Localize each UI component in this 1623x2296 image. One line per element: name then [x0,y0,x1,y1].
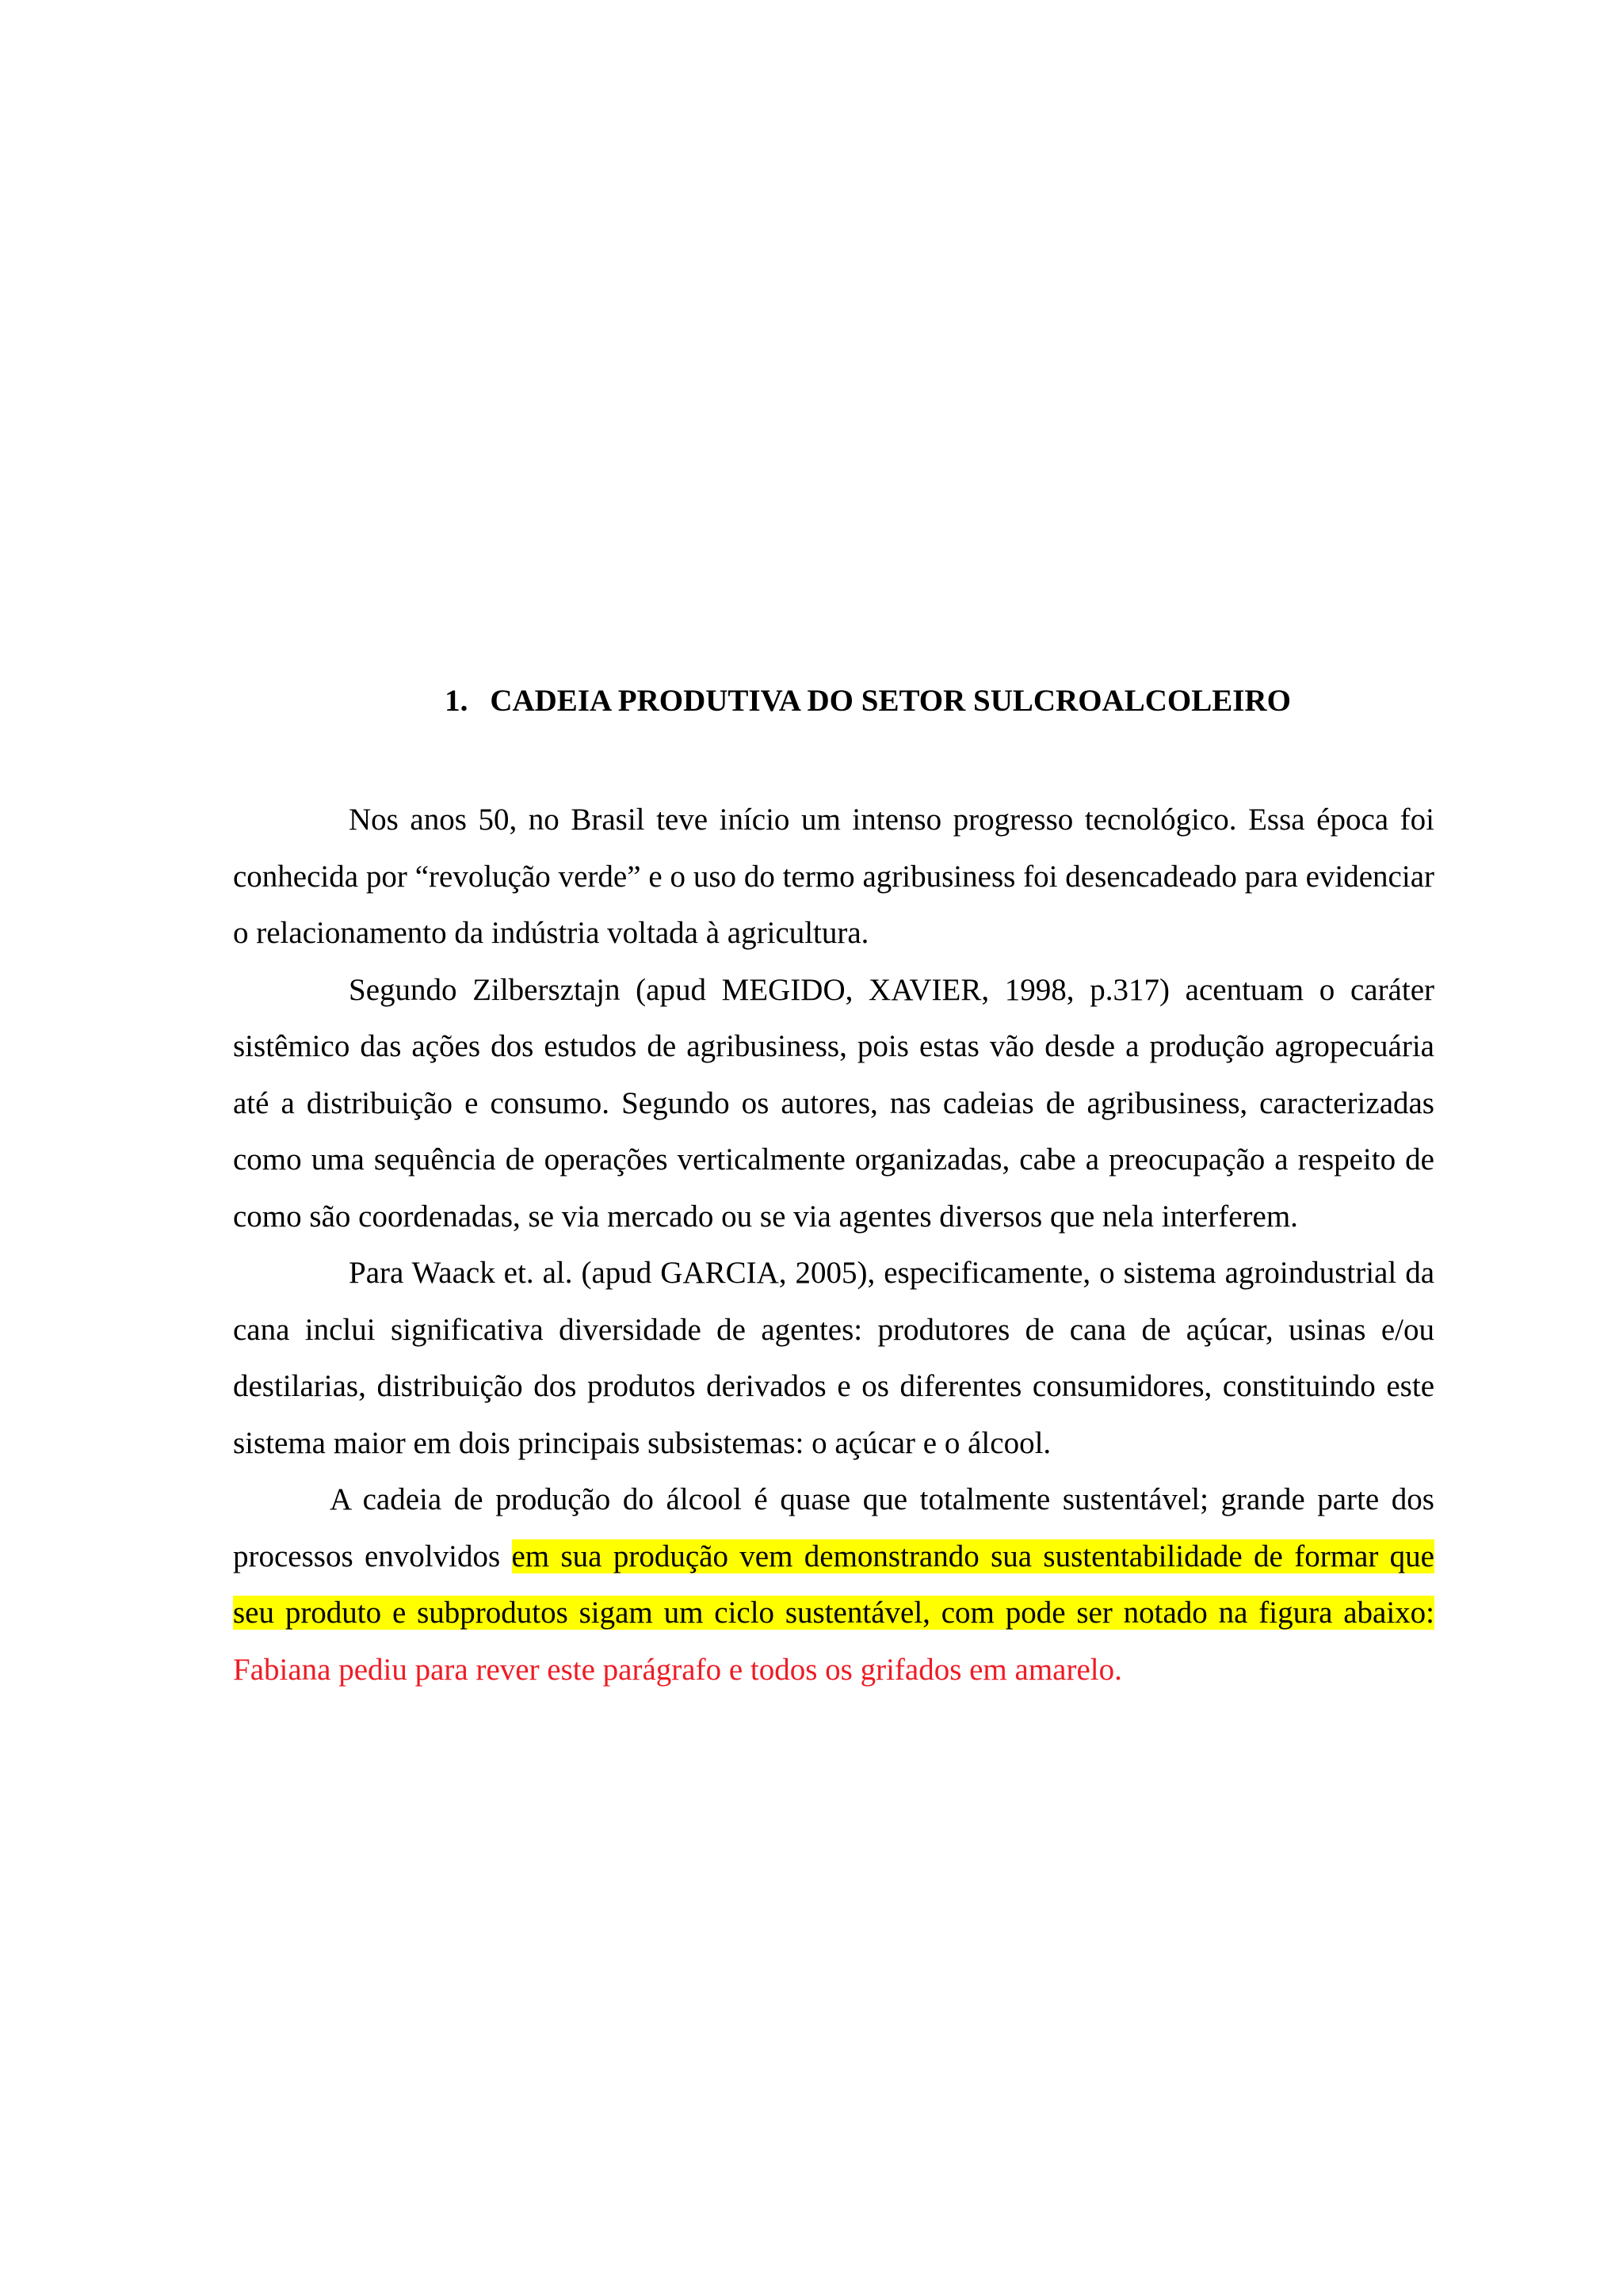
section-heading [0,683,1623,719]
review-note: Fabiana pediu para rever este parágrafo e todos os grifados em amarelo. [233,1652,1122,1687]
paragraph-zilbersztajn: Segundo Zilbersztajn (apud MEGIDO, XAVIER, 1998, p.317) acentuam o caráter sistêmico das ações dos estudos de agribusiness, pois estas vão desde a produção agropecuária até a distribuição e consumo. Segundo os autores, nas cadeias de agribusiness, caracterizadas como uma sequência de operações verticalmente organizadas, cabe a preocupação a respeito de como são coordenadas, se via mercado ou se via agentes diversos que nela interferem. [233,972,1434,1234]
highlighted-text: em sua produção vem demonstrando sua sustentabilidade de formar que seu produto e subprodutos sigam um ciclo sustentável, com pode ser notado na figura abaixo: [233,1539,1434,1630]
paragraph-waack: Para Waack et. al. (apud GARCIA, 2005), especificamente, o sistema agroindustrial da cana inclui significativa diversidade de agentes: produtores de cana de açúcar, usinas e/ou destilarias, distribuição dos produtos derivados e os diferentes consumidores, constituindo este sistema maior em dois principais subsistemas: o açúcar e o álcool. [233,1256,1434,1460]
section-title: CADEIA PRODUTIVA DO SETOR SULCROALCOLEIRO [490,684,1291,718]
section-number: 1. [445,684,468,718]
paragraph-plain-text: A cadeia de produção do álcool é quase que totalmente sustentável; grande parte dos processos envolvidos [233,1482,1434,1573]
paragraph-cadeia-alcool [233,1471,1434,1698]
body-text [233,791,1434,1698]
paragraph-revolucao-verde: Nos anos 50, no Brasil teve início um intenso progresso tecnológico. Essa época foi conhecida por “revolução verde” e o uso do termo agribusiness foi desencadeado para evidenciar o relacionamento da indústria voltada à agricultura. [233,803,1434,950]
